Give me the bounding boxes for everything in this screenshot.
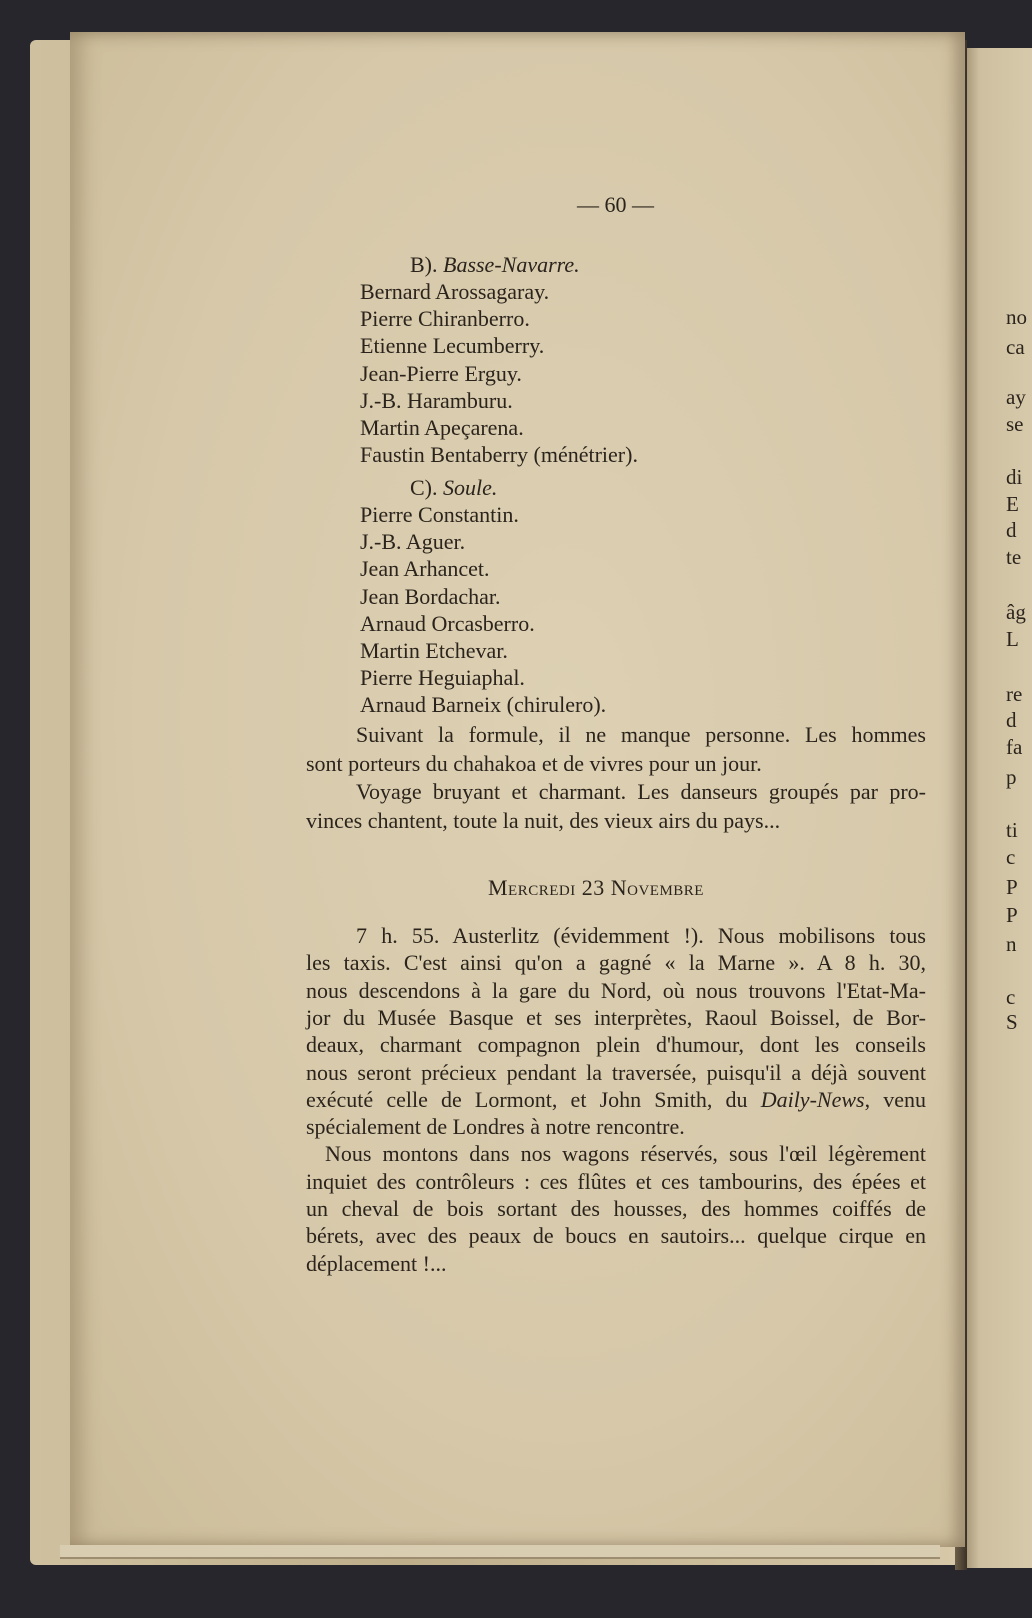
name-list-item: Arnaud Barneix (chirulero). <box>360 692 607 718</box>
paragraph-line: vinces chantent, toute la nuit, des vieux airs du pays... <box>306 807 781 833</box>
newspaper-title: Daily-News <box>760 1086 865 1112</box>
name-list-item: Martin Etchevar. <box>360 638 508 663</box>
paragraph-line: exécuté celle de Lormont, et John Smith, du Daily-News, venu <box>306 1086 926 1112</box>
heading-prefix: C). <box>410 475 438 500</box>
paragraph-line: les taxis. C'est ainsi qu'on a gagné « la Marne ». A 8 h. 30, <box>306 950 926 976</box>
facing-page-fragment: ti <box>1006 818 1018 842</box>
name-list-item: Jean Bordachar. <box>360 583 501 609</box>
facing-page-fragment: E <box>1006 492 1019 516</box>
name-list-item: Faustin Bentaberry (ménétrier). <box>360 442 638 468</box>
facing-page-fragment: se <box>1006 412 1024 436</box>
paragraph-line: spécialement de Londres à notre rencontre. <box>306 1114 685 1140</box>
name-list-item: Arnaud Orcasberro. <box>360 610 535 636</box>
paragraph-line: inquiet des contrôleurs : ces flûtes et ces tambourins, des épées et <box>306 1168 926 1194</box>
paragraph-line: 7 h. 55. Austerlitz (évidemment !). Nous mobilisons tous <box>356 923 926 948</box>
name-list-item: Pierre Constantin. <box>360 502 519 527</box>
facing-page-fragment: d <box>1006 708 1017 732</box>
facing-page-fragment: âg <box>1006 600 1026 624</box>
facing-page-fragment: S <box>1006 1010 1018 1034</box>
paragraph-line: nous seront précieux pendant la traversée, puisqu'il a déjà souvent <box>306 1059 926 1085</box>
facing-page-fragment: ay <box>1006 385 1026 409</box>
paragraph-line: deaux, charmant compagnon plein d'humour, dont les conseils <box>306 1032 926 1058</box>
heading-name: Soule. <box>443 475 498 500</box>
facing-page-fragment: re <box>1006 682 1023 706</box>
facing-page-fragment: p <box>1006 765 1017 789</box>
name-list-item: Etienne Lecumberry. <box>360 333 545 359</box>
paragraph-line: jor du Musée Basque et ses interprètes, Raoul Boissel, de Bor- <box>306 1004 926 1030</box>
name-list-item: Bernard Arossagaray. <box>360 279 550 304</box>
paragraph-line: un cheval de bois sortant des housses, des hommes coiffés de <box>306 1196 926 1221</box>
name-list-item: Jean-Pierre Erguy. <box>360 360 522 386</box>
facing-page-fragment: fa <box>1006 735 1023 759</box>
facing-page-fragment: P <box>1006 875 1018 899</box>
name-list-item: Pierre Chiranberro. <box>360 306 530 332</box>
facing-page-fragment: di <box>1006 465 1023 489</box>
name-list-item: J.-B. Haramburu. <box>360 387 513 413</box>
section-heading-soule <box>410 475 497 501</box>
heading-name: Basse-Navarre. <box>443 252 580 277</box>
name-list-item: J.-B. Aguer. <box>360 529 466 555</box>
name-list-item: Pierre Heguiaphal. <box>360 665 525 691</box>
paragraph-line: bérets, avec des peaux de boucs en sautoirs... quelque cirque en <box>306 1223 926 1249</box>
paragraph-line: sont porteurs du chahakoa et de vivres pour un jour. <box>306 750 762 776</box>
facing-page-fragment: ca <box>1006 335 1025 359</box>
paragraph-line: déplacement !... <box>306 1250 447 1276</box>
name-list-item: Martin Apeçarena. <box>360 415 524 440</box>
facing-page-fragment: c <box>1006 985 1016 1009</box>
name-list-item: Jean Arhancet. <box>360 556 490 582</box>
facing-page-fragment: c <box>1006 845 1016 869</box>
paragraph-line: nous descendons à la gare du Nord, où nous trouvons l'Etat-Ma- <box>306 977 926 1003</box>
heading-prefix: B). <box>410 252 438 277</box>
section-heading-basse-navarre <box>410 252 580 278</box>
paragraph-line: Voyage bruyant et charmant. Les danseurs groupés par pro- <box>356 779 926 804</box>
page-bottom-edge <box>60 1545 940 1559</box>
paragraph-line: Nous montons dans nos wagons réservés, sous l'œil légèrement <box>325 1141 926 1167</box>
facing-page-fragment: P <box>1006 903 1018 927</box>
facing-page-fragment: d <box>1006 518 1017 542</box>
paragraph-line: Suivant la formule, il ne manque personne. Les hommes <box>356 722 926 747</box>
facing-page <box>962 48 1032 1568</box>
facing-page-fragment: n <box>1006 932 1017 956</box>
page-number: — 60 — <box>577 192 654 217</box>
facing-page-fragment: te <box>1006 545 1022 569</box>
date-heading: Mercredi 23 Novembre <box>488 875 704 900</box>
facing-page-fragment: L <box>1006 627 1019 651</box>
facing-page-fragment: no <box>1006 305 1027 329</box>
